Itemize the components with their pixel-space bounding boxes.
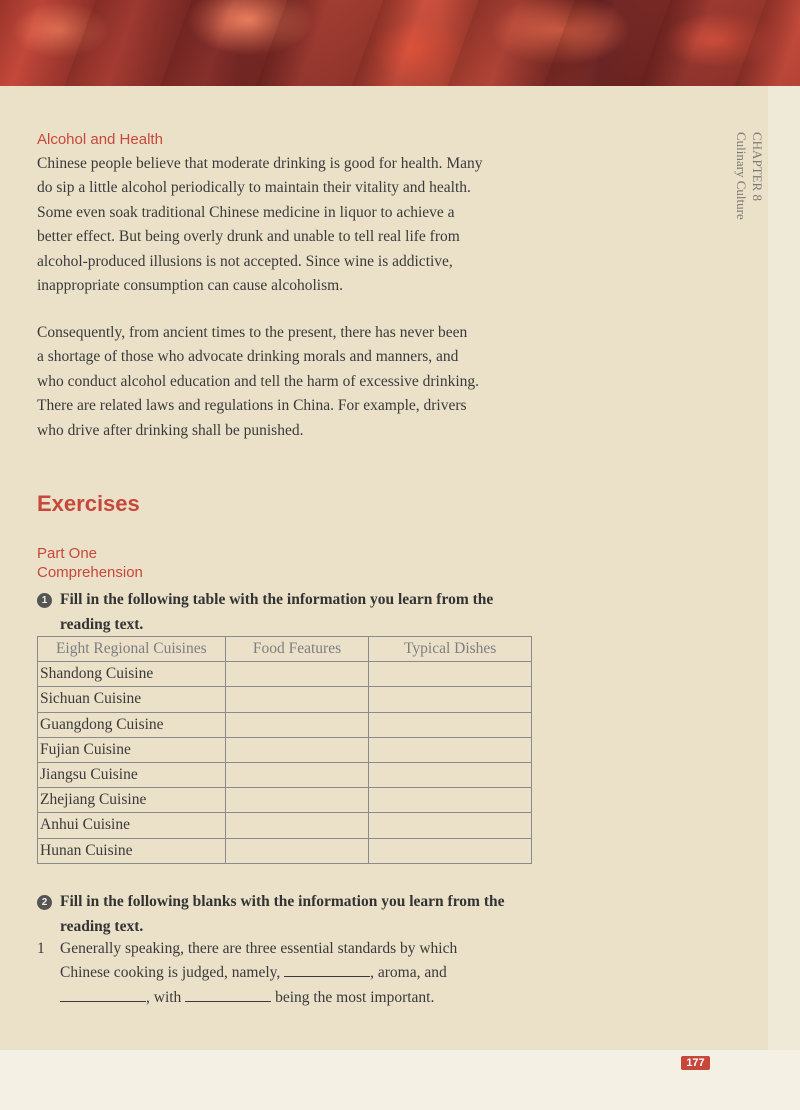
cuisine-cell: Zhejiang Cuisine [38,788,226,813]
cuisine-cell: Fujian Cuisine [38,737,226,762]
answer-blank[interactable] [284,963,370,977]
question-line: Generally speaking, there are three essential standards by which [60,940,458,957]
question-text: , with [146,988,186,1006]
food-features-cell[interactable] [225,838,369,863]
chapter-side-label [733,132,765,220]
typical-dishes-cell[interactable] [369,687,532,712]
column-header-cuisine: Eight Regional Cuisines [38,637,226,662]
paragraph-1 [37,152,547,298]
table-row [38,762,532,787]
exercises-heading: Exercises [37,491,140,516]
instruction-line: reading text. [60,918,144,935]
paragraph-line: do sip a little alcohol periodically to maintain their vitality and health. [37,179,471,197]
table-row [38,662,532,687]
cuisine-cell: Shandong Cuisine [38,662,226,687]
table-row [38,788,532,813]
food-features-cell[interactable] [225,712,369,737]
cuisine-cell: Sichuan Cuisine [38,687,226,712]
table-header-row [38,637,532,662]
page-margin-strip [768,86,800,1050]
instruction-line [37,889,557,914]
question-text: being the most important. [271,988,435,1006]
question-text: , aroma, and [370,964,447,982]
question-1 [60,937,530,1010]
instruction-line [37,587,557,612]
answer-blank[interactable] [60,988,146,1002]
cuisine-cell: Guangdong Cuisine [38,712,226,737]
chapter-title: Culinary Culture [734,132,749,220]
typical-dishes-cell[interactable] [369,813,532,838]
column-header-features: Food Features [225,637,369,662]
task-2-instruction [37,889,557,939]
food-features-cell[interactable] [225,737,369,762]
table-row [38,838,532,863]
part-one-heading: Part One [37,545,98,562]
food-features-cell[interactable] [225,662,369,687]
food-features-cell[interactable] [225,813,369,838]
page-number: 177 [681,1056,710,1070]
typical-dishes-cell[interactable] [369,662,532,687]
paragraph-line: Chinese people believe that moderate drinking is good for health. Many [37,155,483,172]
question-line [60,986,530,1010]
chapter-number: CHAPTER 8 [750,132,765,201]
instruction-line: reading text. [60,616,144,633]
paragraph-2 [37,321,547,443]
paragraph-line: There are related laws and regulations in China. For example, drivers [37,397,467,415]
food-features-cell[interactable] [225,762,369,787]
paragraph-line: Some even soak traditional Chinese medicine in liquor to achieve a [37,203,455,221]
question-number: 1 [37,940,45,957]
question-text: Chinese cooking is judged, namely, [60,964,285,982]
section-heading-alcohol: Alcohol and Health [37,131,163,148]
answer-blank[interactable] [185,988,271,1002]
typical-dishes-cell[interactable] [369,737,532,762]
paragraph-line: a shortage of those who advocate drinking morals and manners, and [37,348,459,366]
instruction-text: Fill in the following blanks with the information you learn from the [60,893,505,910]
paragraph-line: who drive after drinking shall be punished. [37,421,304,439]
instruction-text: Fill in the following table with the information you learn from the [60,591,494,608]
banner-shading [0,0,800,86]
table-row [38,712,532,737]
food-features-cell[interactable] [225,687,369,712]
typical-dishes-cell[interactable] [369,788,532,813]
paragraph-line: better effect. But being overly drunk and unable to tell real life from [37,228,460,246]
paragraph-line: who conduct alcohol education and tell the harm of excessive drinking. [37,372,480,390]
task-number-badge: 2 [37,895,52,910]
paragraph-line: inappropriate consumption can cause alcoholism. [37,277,344,295]
typical-dishes-cell[interactable] [369,838,532,863]
typical-dishes-cell[interactable] [369,762,532,787]
food-features-cell[interactable] [225,788,369,813]
table-row [38,737,532,762]
paragraph-line: alcohol-produced illusions is not accepted. Since wine is addictive, [37,252,453,270]
task-1-instruction [37,587,557,637]
paragraph-line: Consequently, from ancient times to the present, there has never been [37,324,468,341]
table-row [38,687,532,712]
task-number-badge: 1 [37,593,52,608]
column-header-dishes: Typical Dishes [369,637,532,662]
typical-dishes-cell[interactable] [369,712,532,737]
comprehension-subheading: Comprehension [37,564,143,581]
cuisine-cell: Hunan Cuisine [38,838,226,863]
cuisine-cell: Jiangsu Cuisine [38,762,226,787]
table-row [38,813,532,838]
question-line [60,961,530,985]
cuisine-table [37,636,532,864]
cuisine-cell: Anhui Cuisine [38,813,226,838]
